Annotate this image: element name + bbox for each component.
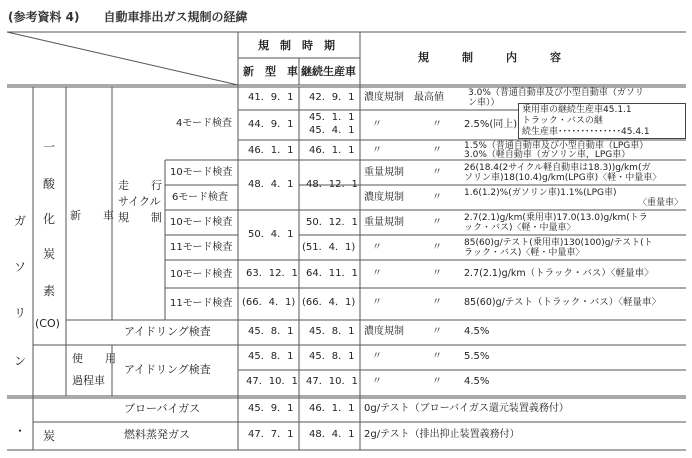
ditto-mark: 〃 xyxy=(432,376,442,387)
ditto-mark: 〃 xyxy=(432,145,442,156)
regulation-value: 1.6(1.2)%(ガソリン車)1.1%(LPG車) xyxy=(464,188,617,198)
test-name: 10モード検査 xyxy=(170,167,233,178)
ditto-mark: 〃 xyxy=(372,351,382,362)
header-period: 規 制 時 期 xyxy=(258,39,335,52)
continued-date: 45．4．1 xyxy=(309,125,355,136)
new-model-date: 50．4．1 xyxy=(248,229,294,240)
continued-date: 50．12．1 xyxy=(306,217,358,228)
regulation-value: 2.7(2.1)g/km（トラック・バス）〈軽量車〉 xyxy=(464,268,654,279)
new-model-date: 45．9．1 xyxy=(248,403,294,414)
ditto-mark: 〃 xyxy=(372,268,382,279)
driving-cycle-label: 規 制 xyxy=(118,211,162,224)
new-model-date: (66．4．1) xyxy=(242,297,296,308)
test-name: 燃料蒸発ガス xyxy=(124,428,190,441)
regulation-value: 2g/テスト（排出抑止装置義務付） xyxy=(364,429,520,440)
regulation-type: 濃度規制 最高値 xyxy=(364,92,444,103)
new-model-date: 44．9．1 xyxy=(248,119,294,130)
fuel-char: ン xyxy=(14,354,27,368)
co-char: 炭 xyxy=(43,247,56,261)
regulation-value: ック・バス)〈軽・中量車〉 xyxy=(464,223,576,233)
fuel-char: ・ xyxy=(14,424,27,438)
regulation-value: ソリン車)18(10.4)g/km(LPG車)〈軽・中量車〉 xyxy=(464,173,662,183)
test-name: アイドリング検査 xyxy=(124,363,211,376)
regulation-value: 2.5%(同上) xyxy=(464,119,518,130)
continued-date: 45．8．1 xyxy=(309,326,355,337)
regulation-value: 85(60)g/テスト（トラック・バス）〈軽量車〉 xyxy=(464,297,662,308)
regulation-value: 3.0%（軽自動車（ガソリン車，LPG車） xyxy=(464,150,631,160)
co-char: 酸 xyxy=(43,177,56,191)
test-name: 10モード検査 xyxy=(170,269,233,280)
ditto-mark: 〃 xyxy=(432,326,442,337)
header-continued: 継続生産車 xyxy=(301,65,356,78)
new-model-date: 48．4．1 xyxy=(248,179,294,190)
regulation-value: 2.7(2.1)g/km(乗用車)17.0(13.0)g/km(トラ xyxy=(464,213,648,223)
note-text: トラック・バスの継 xyxy=(522,116,603,126)
fuel-char: ソ xyxy=(14,260,27,274)
co-char: 化 xyxy=(43,212,56,226)
ditto-mark: 〃 xyxy=(432,242,442,253)
continued-date: 45．8．1 xyxy=(309,351,355,362)
ditto-mark: 〃 xyxy=(372,297,382,308)
ditto-mark: 〃 xyxy=(432,119,442,130)
regulation-type: 重量規制 xyxy=(364,217,404,228)
used-car-label: 使 用 xyxy=(72,352,116,365)
regulation-value: 1.5%（普通自動車及び小型自動車（LPG車） xyxy=(464,141,649,151)
new-model-date: 47．7．1 xyxy=(248,429,294,440)
driving-cycle-label: 走 行 xyxy=(118,179,162,192)
continued-date: 47．10．1 xyxy=(306,376,358,387)
fuel-char: ガ xyxy=(14,214,27,228)
ditto-mark: 〃 xyxy=(372,119,382,130)
regulation-value: 0g/テスト（ブローバイガス還元装置義務付） xyxy=(364,403,569,414)
continued-date: 46．1．1 xyxy=(309,403,355,414)
ditto-mark: 〃 xyxy=(432,167,442,178)
regulation-type: 濃度規制 xyxy=(364,326,404,337)
continued-date: 46．1．1 xyxy=(309,145,355,156)
continued-date: (66．4．1) xyxy=(302,297,356,308)
ditto-mark: 〃 xyxy=(372,242,382,253)
co-char: 一 xyxy=(43,140,56,154)
regulation-value: 26(18.4(2サイクル軽自動車は18.3))g/km(ガ xyxy=(464,163,651,173)
new-car-label: 新 車 xyxy=(70,209,114,222)
co-abbreviation: (CO) xyxy=(35,317,60,330)
new-model-date: 63．12．1 xyxy=(246,268,298,279)
continued-date: 48．4．1 xyxy=(309,429,355,440)
continued-date: (51．4．1) xyxy=(302,242,356,253)
test-name: 11モード検査 xyxy=(170,242,233,253)
test-name: アイドリング検査 xyxy=(124,325,211,338)
ditto-mark: 〃 xyxy=(372,145,382,156)
ditto-mark: 〃 xyxy=(432,297,442,308)
ditto-mark: 〃 xyxy=(372,376,382,387)
fuel-char: リ xyxy=(14,306,27,320)
new-model-date: 45．8．1 xyxy=(248,326,294,337)
ditto-mark: 〃 xyxy=(432,217,442,228)
regulation-value: 〈重量車〉 xyxy=(638,198,684,208)
ditto-mark: 〃 xyxy=(432,268,442,279)
hc-char: 炭 xyxy=(43,429,56,443)
ditto-mark: 〃 xyxy=(432,192,442,203)
regulation-value: 4.5% xyxy=(464,326,490,337)
new-model-date: 41．9．1 xyxy=(248,92,294,103)
regulation-value: 85(60)g/テスト(乗用車)130(100)g/テスト(ト xyxy=(464,238,653,248)
used-car-label: 過程車 xyxy=(72,374,105,387)
regulation-type: 重量規制 xyxy=(364,167,404,178)
test-name: 11モード検査 xyxy=(170,298,233,309)
reference-label: (参考資料 4) xyxy=(8,10,80,24)
regulation-value: ン車）） xyxy=(468,98,500,108)
test-name: ブローバイガス xyxy=(124,402,201,415)
new-model-date: 46．1．1 xyxy=(248,145,294,156)
ditto-mark: 〃 xyxy=(432,351,442,362)
regulation-value: 3.0%（普通自動車及び小型自動車（ガソリ xyxy=(468,88,644,98)
regulation-value: 4.5% xyxy=(464,376,490,387)
document-title: 自動車排出ガス規制の経緯 xyxy=(103,10,248,24)
continued-date: 64．11．1 xyxy=(306,268,358,279)
new-model-date: 45．8．1 xyxy=(248,351,294,362)
new-model-date: 47．10．1 xyxy=(246,376,298,387)
test-name: 6モード検査 xyxy=(172,192,228,203)
continued-date: 48．12．1 xyxy=(306,179,358,190)
header-content: 規 制 内 容 xyxy=(418,51,561,64)
continued-date: 42．9．1 xyxy=(309,92,355,103)
header-new-model: 新 型 車 xyxy=(243,65,298,78)
continued-date: 45．1．1 xyxy=(309,112,355,123)
test-name: 4モード検査 xyxy=(176,118,232,129)
test-name: 10モード検査 xyxy=(170,217,233,228)
regulation-type: 濃度規制 xyxy=(364,192,404,203)
note-text: 乗用車の継続生産車45.1.1 xyxy=(522,105,632,115)
regulation-value: 5.5% xyxy=(464,351,490,362)
driving-cycle-label: サイクル xyxy=(118,195,161,208)
note-text: 続生産車･･････････････45.4.1 xyxy=(522,127,650,137)
regulation-value: ラック・バス)〈軽・中量車〉 xyxy=(464,248,585,258)
co-char: 素 xyxy=(43,284,56,298)
